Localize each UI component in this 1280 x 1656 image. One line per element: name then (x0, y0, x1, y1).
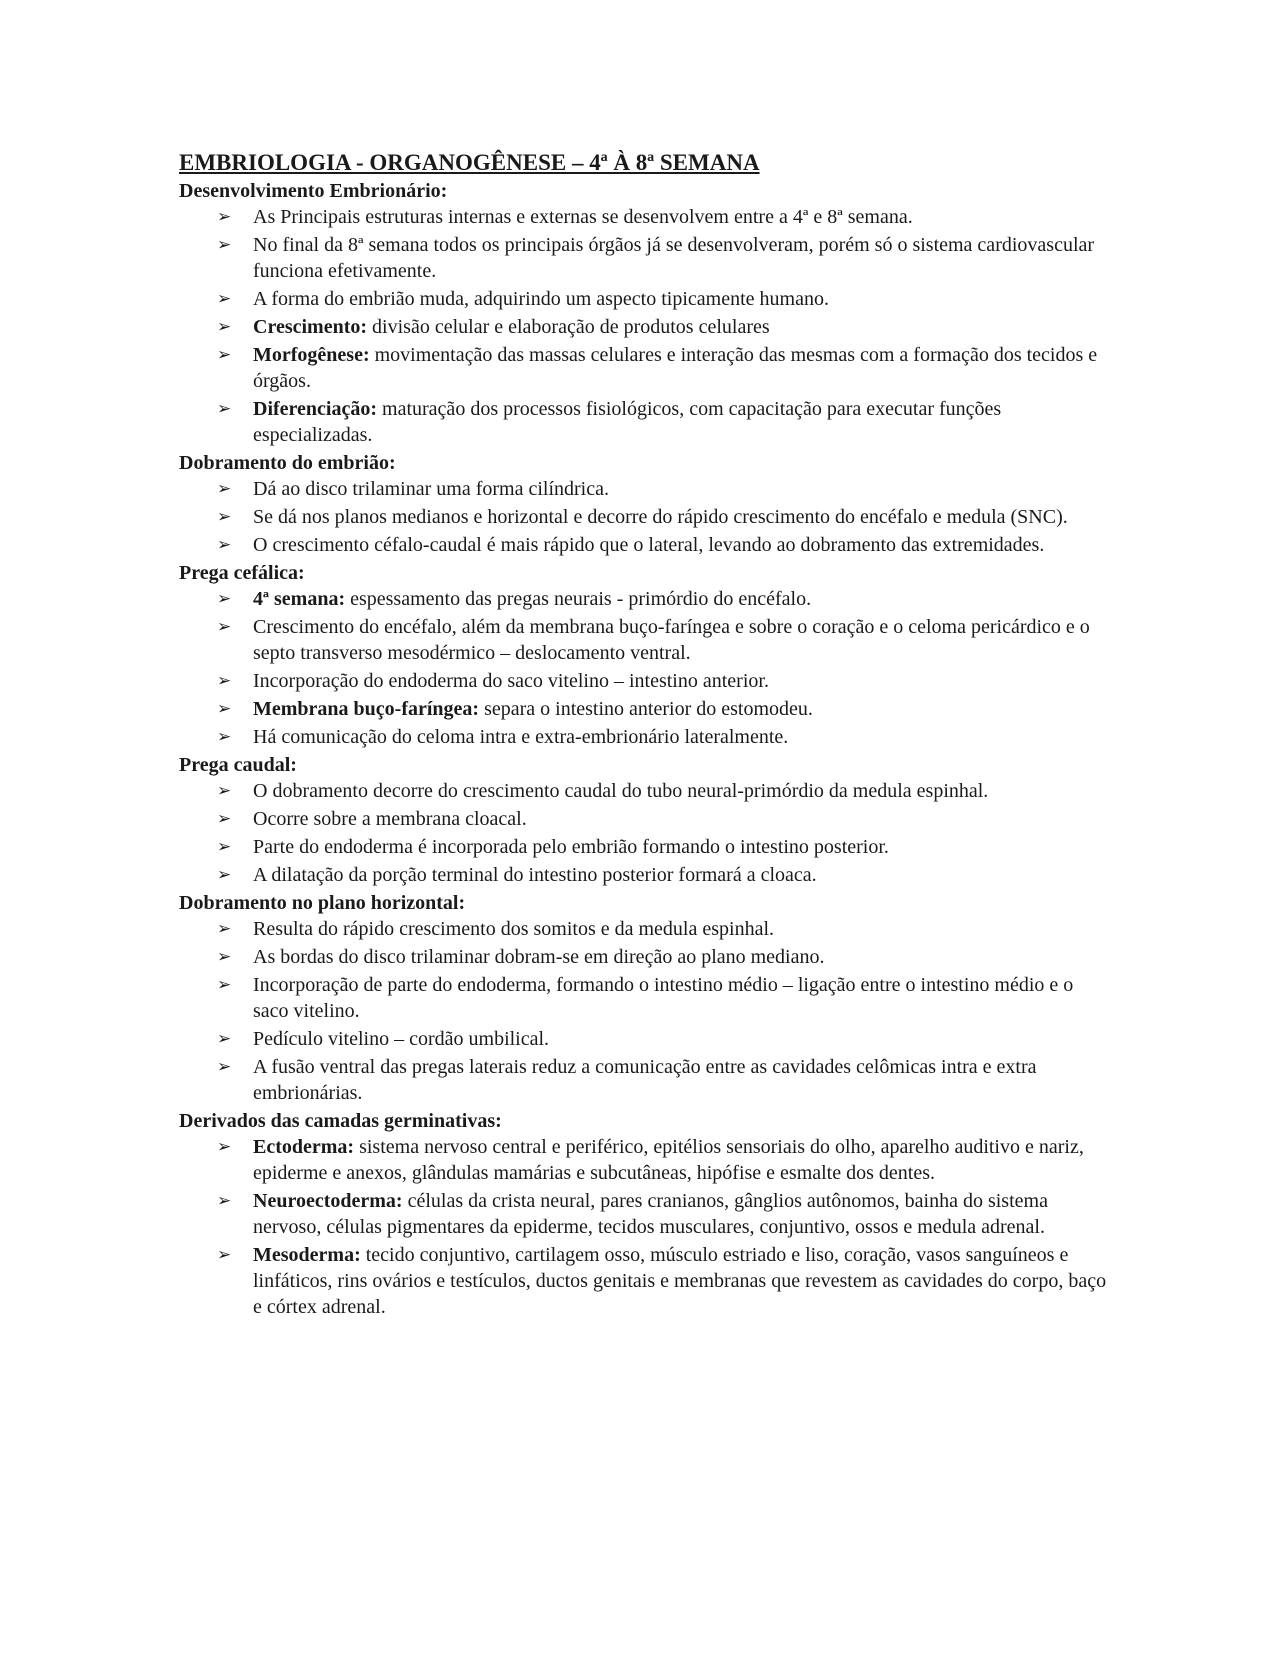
bullet-list (179, 476, 1109, 558)
bullet-list (179, 916, 1109, 1106)
list-item-term: Diferenciação: (253, 398, 378, 420)
arrow-bullet-icon: ➢ (217, 1057, 232, 1077)
arrow-bullet-icon: ➢ (217, 699, 232, 719)
arrow-bullet-icon: ➢ (217, 947, 232, 967)
list-item-text: No final da 8ª semana todos os principais órgãos já se desenvolveram, porém só o sistema cardiovascular funciona efetivamente. (253, 234, 1095, 282)
arrow-bullet-icon: ➢ (217, 235, 232, 255)
document-page (179, 148, 1109, 1322)
list-item-term: Membrana buço-faríngea: (253, 698, 480, 720)
list-item-term: Crescimento: (253, 316, 368, 338)
list-item (179, 944, 1109, 970)
list-item (179, 342, 1109, 394)
section-heading: Desenvolvimento Embrionário: (179, 180, 448, 202)
list-item-text: movimentação das massas celulares e interação das mesmas com a formação dos tecidos e órgãos. (253, 344, 1098, 392)
list-item-text: Há comunicação do celoma intra e extra-embrionário lateralmente. (253, 726, 789, 748)
arrow-bullet-icon: ➢ (217, 479, 232, 499)
list-item (179, 668, 1109, 694)
arrow-bullet-icon: ➢ (217, 507, 232, 527)
arrow-bullet-icon: ➢ (217, 837, 232, 857)
document-body (179, 178, 1109, 1320)
arrow-bullet-icon: ➢ (217, 1191, 232, 1211)
arrow-bullet-icon: ➢ (217, 207, 232, 227)
list-item-text: divisão celular e elaboração de produtos celulares (367, 316, 770, 338)
list-item (179, 476, 1109, 502)
list-item (179, 834, 1109, 860)
list-item-text: maturação dos processos fisiológicos, com capacitação para executar funções especializadas. (253, 398, 1002, 446)
arrow-bullet-icon: ➢ (217, 809, 232, 829)
list-item (179, 504, 1109, 530)
list-item-text: Parte do endoderma é incorporada pelo embrião formando o intestino posterior. (253, 836, 889, 858)
list-item-text: espessamento das pregas neurais - primórdio do encéfalo. (345, 588, 812, 610)
arrow-bullet-icon: ➢ (217, 1137, 232, 1157)
list-item (179, 806, 1109, 832)
list-item (179, 696, 1109, 722)
list-item (179, 614, 1109, 666)
list-item-text: Crescimento do encéfalo, além da membrana buço-faríngea e sobre o coração e o celoma pericárdico e o septo transverso mesodérmico – deslocamento ventral. (253, 616, 1090, 664)
list-item-text: tecido conjuntivo, cartilagem osso, músculo estriado e liso, coração, vasos sanguíneos e linfáticos, rins ovários e testículos, ductos genitais e membranas que revestem as cavidades do corpo, baço e córtex adrenal. (253, 1244, 1107, 1318)
list-item-text: Se dá nos planos medianos e horizontal e decorre do rápido crescimento do encéfalo e medula (SNC). (253, 506, 1068, 528)
section-heading: Derivados das camadas germinativas: (179, 1110, 502, 1132)
list-item-term: Mesoderma: (253, 1244, 361, 1266)
list-item-term: Ectoderma: (253, 1136, 355, 1158)
bullet-list (179, 586, 1109, 750)
list-item (179, 204, 1109, 230)
list-item (179, 586, 1109, 612)
bullet-list (179, 778, 1109, 888)
list-item (179, 1054, 1109, 1106)
list-item (179, 972, 1109, 1024)
arrow-bullet-icon: ➢ (217, 399, 232, 419)
list-item (179, 1026, 1109, 1052)
list-item (179, 286, 1109, 312)
arrow-bullet-icon: ➢ (217, 345, 232, 365)
list-item (179, 232, 1109, 284)
arrow-bullet-icon: ➢ (217, 975, 232, 995)
arrow-bullet-icon: ➢ (217, 919, 232, 939)
list-item (179, 1134, 1109, 1186)
list-item (179, 778, 1109, 804)
arrow-bullet-icon: ➢ (217, 1245, 232, 1265)
section-heading: Dobramento do embrião: (179, 452, 396, 474)
list-item (179, 916, 1109, 942)
list-item (179, 396, 1109, 448)
arrow-bullet-icon: ➢ (217, 589, 232, 609)
list-item-text: Dá ao disco trilaminar uma forma cilíndrica. (253, 478, 609, 500)
arrow-bullet-icon: ➢ (217, 671, 232, 691)
list-item-text: As bordas do disco trilaminar dobram-se em direção ao plano mediano. (253, 946, 825, 968)
list-item (179, 314, 1109, 340)
list-item-text: A fusão ventral das pregas laterais reduz a comunicação entre as cavidades celômicas intra e extra embrionárias. (253, 1056, 1037, 1104)
list-item-text: As Principais estruturas internas e externas se desenvolvem entre a 4ª e 8ª semana. (253, 206, 913, 228)
list-item-text: A forma do embrião muda, adquirindo um aspecto tipicamente humano. (253, 288, 829, 310)
document-title: EMBRIOLOGIA - ORGANOGÊNESE – 4ª À 8ª SEMANA (179, 150, 760, 175)
bullet-list (179, 1134, 1109, 1320)
list-item-text: O dobramento decorre do crescimento caudal do tubo neural-primórdio da medula espinhal. (253, 780, 989, 802)
list-item-term: Neuroectoderma: (253, 1190, 403, 1212)
arrow-bullet-icon: ➢ (217, 865, 232, 885)
list-item-text: Incorporação de parte do endoderma, formando o intestino médio – ligação entre o intestino médio e o saco vitelino. (253, 974, 1074, 1022)
section-heading: Prega cefálica: (179, 562, 305, 584)
list-item-text: Pedículo vitelino – cordão umbilical. (253, 1028, 550, 1050)
list-item-text: separa o intestino anterior do estomodeu. (479, 698, 813, 720)
list-item-text: Ocorre sobre a membrana cloacal. (253, 808, 527, 830)
section-heading: Prega caudal: (179, 754, 297, 776)
arrow-bullet-icon: ➢ (217, 781, 232, 801)
arrow-bullet-icon: ➢ (217, 617, 232, 637)
bullet-list (179, 204, 1109, 448)
list-item (179, 1188, 1109, 1240)
list-item-term: 4ª semana: (253, 588, 346, 610)
list-item (179, 1242, 1109, 1320)
list-item (179, 862, 1109, 888)
arrow-bullet-icon: ➢ (217, 317, 232, 337)
list-item-text: sistema nervoso central e periférico, epitélios sensoriais do olho, aparelho auditivo e nariz, epiderme e anexos, glândulas mamárias e subcutâneas, hipófise e esmalte dos dentes. (253, 1136, 1084, 1184)
list-item (179, 532, 1109, 558)
list-item-term: Morfogênese: (253, 344, 370, 366)
arrow-bullet-icon: ➢ (217, 1029, 232, 1049)
list-item-text: A dilatação da porção terminal do intestino posterior formará a cloaca. (253, 864, 817, 886)
list-item-text: células da crista neural, pares cranianos, gânglios autônomos, bainha do sistema nervoso, células pigmentares da epiderme, tecidos musculares, conjuntivo, ossos e medula adrenal. (253, 1190, 1048, 1238)
list-item (179, 724, 1109, 750)
arrow-bullet-icon: ➢ (217, 727, 232, 747)
arrow-bullet-icon: ➢ (217, 535, 232, 555)
arrow-bullet-icon: ➢ (217, 289, 232, 309)
list-item-text: Resulta do rápido crescimento dos somitos e da medula espinhal. (253, 918, 774, 940)
section-heading: Dobramento no plano horizontal: (179, 892, 466, 914)
list-item-text: Incorporação do endoderma do saco vitelino – intestino anterior. (253, 670, 769, 692)
list-item-text: O crescimento céfalo-caudal é mais rápido que o lateral, levando ao dobramento das extremidades. (253, 534, 1045, 556)
